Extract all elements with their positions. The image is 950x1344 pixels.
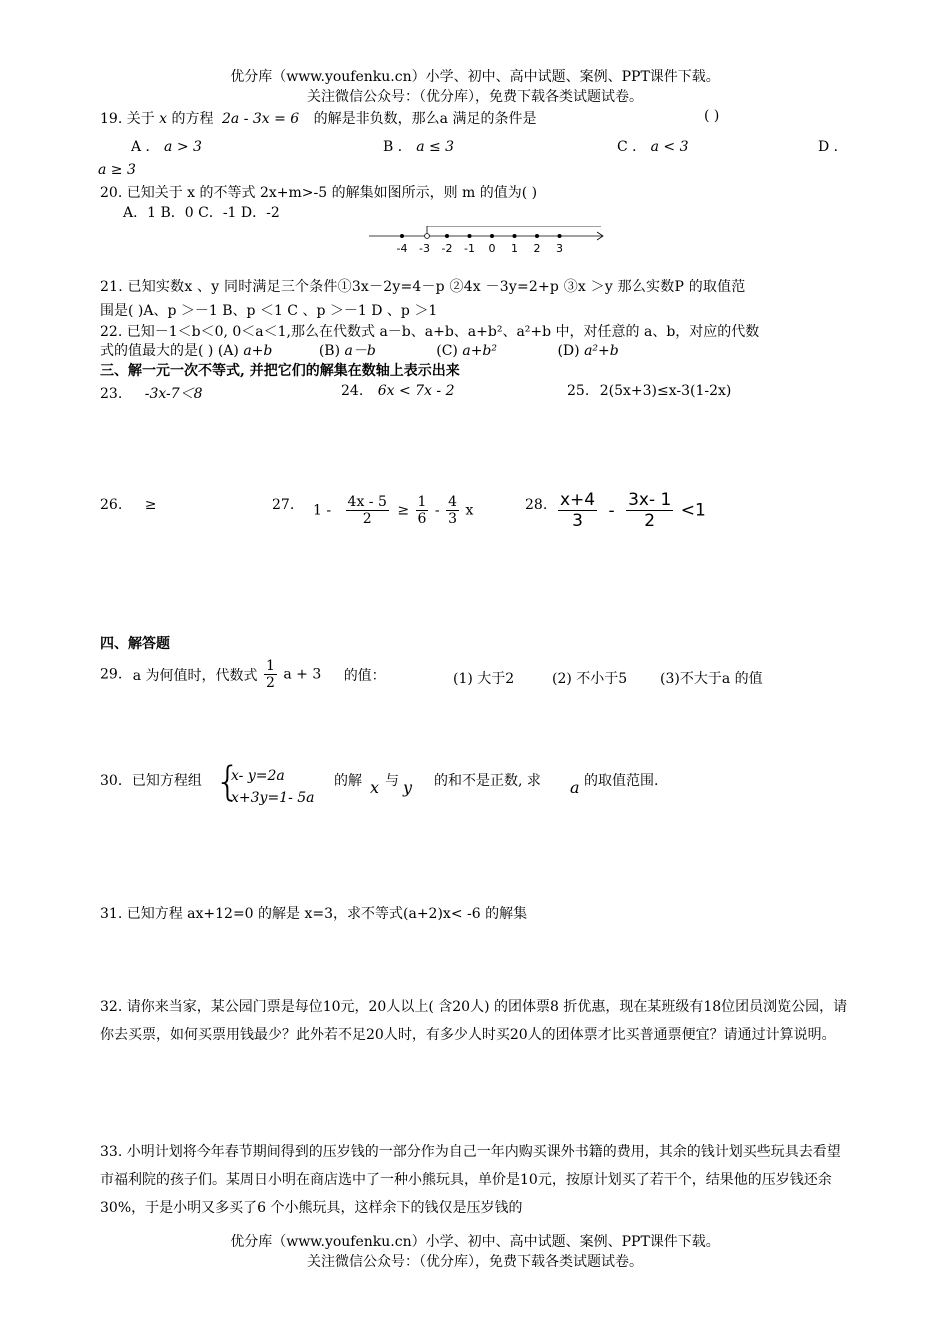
number-line-point xyxy=(558,234,562,238)
q27-f2-numerator: 1 xyxy=(417,494,427,510)
section-3-title: 三、解一元一次不等式, 并把它们的解集在数轴上表示出来 xyxy=(100,363,460,379)
question-20: 20. 已知关于 x 的不等式 2x+m>-5 的解集如图所示，则 m 的值为( ) xyxy=(100,185,538,201)
q25-expression: 2(5x+3)≤x-3(1-2x) xyxy=(599,383,732,399)
question-25 xyxy=(567,383,731,399)
q30-equation-2: x+3y=1- 5a xyxy=(231,790,315,806)
question-33: 33. 小明计划将今年春节期间得到的压岁钱的一部分作为自己一年内购买课外书籍的费用，其余的钱计划买些玩具去看望市福利院的孩子们。某周日小明在商店选中了一种小熊玩具，单价是10元，按原计划买了若干个，结果他的压岁钱还余30%，于是小明又多买了6 个小熊玩具，这样余下的钱仅是压岁钱的 xyxy=(100,1144,841,1216)
number-line-tick-label: 1 xyxy=(511,242,518,255)
question-29 xyxy=(100,658,386,691)
q19-number: 19. xyxy=(100,111,123,127)
q23-number: 23. xyxy=(100,386,123,402)
q29-part-3: (3)不大于a 的值 xyxy=(660,671,763,687)
q22-line2-pre: 式的值最大的是( ) (A) xyxy=(100,343,244,359)
q28-f2-denominator: 2 xyxy=(644,511,656,531)
q28-expression xyxy=(556,490,706,531)
q19-mid: 的方程 xyxy=(171,111,214,127)
q23-expression: -3x-7＜8 xyxy=(144,386,203,402)
question-21-line-1: 21. 已知实数x 、y 同时满足三个条件①3x－2y=4－p ②4x －3y=2+p ③x ＞y 那么实数P 的取值范 xyxy=(100,279,746,295)
q29-number: 29. xyxy=(100,666,123,683)
q24-expression: 6x < 7x - 2 xyxy=(377,383,455,399)
q22-option-c-label: (C) xyxy=(436,343,463,359)
q29-post: 的值： xyxy=(343,667,386,684)
number-line-tick-label: -1 xyxy=(464,242,475,255)
q27-fraction-3 xyxy=(446,494,459,527)
q27-ge: ≥ xyxy=(397,502,410,519)
q30-var-y: y xyxy=(403,778,413,797)
section-4-title: 四、解答题 xyxy=(100,636,170,652)
number-line-tick-label: 2 xyxy=(533,242,541,255)
q28-fraction-2 xyxy=(626,490,673,531)
q19-option-d-value: a ≥ 3 xyxy=(98,162,136,178)
question-22-line-2 xyxy=(100,340,619,360)
number-line-tick-label: -4 xyxy=(396,242,408,255)
number-line-point xyxy=(513,234,517,238)
q27-fraction-2 xyxy=(416,494,429,527)
question-31: 31. 已知方程 ax+12=0 的解是 x=3，求不等式(a+2)x< -6 的解集 xyxy=(100,906,528,922)
q25-number: 25. xyxy=(567,383,590,399)
q22-option-b: a－b xyxy=(344,343,376,359)
question-24 xyxy=(341,383,455,399)
number-line-point xyxy=(400,234,404,238)
q30-mid-1: 的解 xyxy=(334,773,362,789)
q30-mid-2: 的和不是正数, 求 xyxy=(434,773,541,789)
q27-minus: - xyxy=(434,502,440,519)
q19-option-c xyxy=(617,136,689,156)
question-23 xyxy=(100,383,203,403)
q27-fraction-1 xyxy=(346,494,389,527)
q19-option-c-label: C ． xyxy=(617,139,647,155)
q28-tail: <1 xyxy=(680,500,706,521)
q19-option-a xyxy=(131,136,202,156)
q26-number: 26. xyxy=(100,497,123,513)
header-line-2: 关注微信公众号：（优分库），免费下载各类试题试卷。 xyxy=(307,89,643,105)
q30-brace: { xyxy=(215,759,241,805)
q19-option-b xyxy=(383,136,454,156)
q27-f1-numerator: 4x - 5 xyxy=(347,494,387,510)
q19-equation: 2a - 3x = 6 xyxy=(221,111,300,127)
q29-f-denominator: 2 xyxy=(265,675,275,691)
q28-fraction-1 xyxy=(558,490,597,531)
q20-options: A．1 B．0 C．-1 D．-2 xyxy=(123,205,280,221)
q27-f1-denominator: 2 xyxy=(362,511,372,527)
question-32: 32. 请你来当家，某公园门票是每位10元，20人以上( 含20人) 的团体票8 折优惠，现在某班级有18位团员浏览公园，请你去买票，如何买票用钱最少？此外若不足20人时，有多少人时买20人的团体票才比买普通票便宜？请通过计算说明。 xyxy=(100,999,848,1043)
q29-pre: a 为何值时，代数式 xyxy=(132,667,258,684)
number-line-point xyxy=(535,234,539,238)
q22-option-a: a+b xyxy=(243,343,273,359)
q19-option-b-label: B ． xyxy=(383,139,412,155)
q19-pre: 关于 xyxy=(126,111,155,127)
q28-number: 28. xyxy=(525,497,548,513)
q29-part-1: (1) 大于2 xyxy=(453,671,515,687)
number-line-tick-label: -2 xyxy=(441,242,453,255)
q19-option-c-value: a < 3 xyxy=(650,139,689,155)
q22-option-c: a+b² xyxy=(462,343,497,359)
open-endpoint xyxy=(425,234,430,239)
q27-f2-denominator: 6 xyxy=(417,511,427,527)
q27-one: 1 - xyxy=(313,502,332,519)
q24-number: 24. xyxy=(341,383,364,399)
number-line-point xyxy=(445,234,449,238)
q19-option-a-value: a > 3 xyxy=(164,139,202,155)
q19-option-d-label: D ． xyxy=(818,139,848,155)
question-26 xyxy=(100,497,156,513)
q27-tail: x xyxy=(465,502,474,519)
q28-f2-numerator: 3x- 1 xyxy=(628,490,672,510)
q29-f-numerator: 1 xyxy=(265,658,275,674)
question-21-line-2: 围是( )A、p ＞－1 B、p ＜1 C 、p ＞－1 D 、p ＞1 xyxy=(100,303,438,319)
q29-part-2: (2) 不小于5 xyxy=(552,671,628,687)
number-line-tick-label: 3 xyxy=(556,242,563,255)
q28-f1-numerator: x+4 xyxy=(560,490,596,510)
q29-expr-tail: a + 3 xyxy=(283,666,322,683)
q29-fraction xyxy=(264,658,277,691)
number-line-point xyxy=(490,234,494,238)
footer-line-2: 关注微信公众号：（优分库），免费下载各类试题试卷。 xyxy=(307,1254,643,1270)
q27-number: 27. xyxy=(272,497,295,513)
question-22-line-1: 22. 已知－1＜b＜0, 0＜a＜1,那么在代数式 a－b、a+b、a+b²、a²+b 中，对任意的 a、b，对应的代数 xyxy=(100,324,760,340)
number-line-point xyxy=(468,234,472,238)
footer-line-1: 优分库（www.youfenku.cn）小学、初中、高中试题、案例、PPT课件下载。 xyxy=(230,1234,720,1250)
q19-post: 的解是非负数，那么a 满足的条件是 xyxy=(313,111,537,127)
q30-equation-1: x- y=2a xyxy=(231,768,285,784)
q30-lead: 30．已知方程组 xyxy=(100,773,202,789)
q20-number-line xyxy=(365,226,610,258)
q19-answer-paren: ( ) xyxy=(704,108,720,124)
q22-option-b-label: (B) xyxy=(318,343,345,359)
q30-post: 的取值范围. xyxy=(584,773,659,789)
q28-f1-denominator: 3 xyxy=(572,511,583,531)
q19-option-a-label: A ． xyxy=(131,139,160,155)
q22-option-d-label: (D) xyxy=(557,343,585,359)
q26-expression: ≥ xyxy=(144,497,157,513)
q28-minus: - xyxy=(608,500,615,521)
number-line-tick-label: -3 xyxy=(419,242,430,255)
q30-and: 与 xyxy=(385,773,399,789)
q27-f3-numerator: 4 xyxy=(448,494,458,510)
q30-var-a: a xyxy=(570,778,580,797)
number-line-tick-label: 0 xyxy=(488,242,496,255)
q30-var-x: x xyxy=(370,778,380,797)
q27-f3-denominator: 3 xyxy=(448,511,458,527)
q22-option-d: a²+b xyxy=(584,343,619,359)
question-19 xyxy=(100,108,536,128)
q19-var-x: x xyxy=(159,111,168,127)
q19-option-b-value: a ≤ 3 xyxy=(416,139,455,155)
q27-expression xyxy=(313,494,473,527)
header-line-1: 优分库（www.youfenku.cn）小学、初中、高中试题、案例、PPT课件下载。 xyxy=(230,69,720,85)
